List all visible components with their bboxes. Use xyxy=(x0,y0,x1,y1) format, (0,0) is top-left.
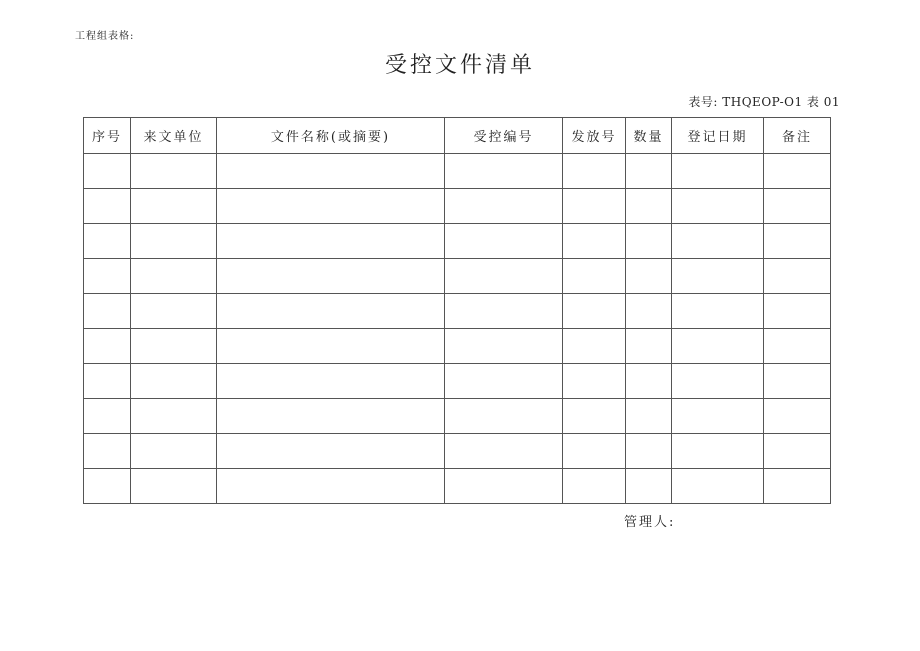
cell-serial[interactable] xyxy=(84,224,131,259)
cell-registration-date[interactable] xyxy=(672,154,764,189)
cell-source-unit[interactable] xyxy=(131,189,217,224)
table-row xyxy=(84,469,831,504)
cell-quantity[interactable] xyxy=(626,154,672,189)
table-row xyxy=(84,399,831,434)
cell-serial[interactable] xyxy=(84,154,131,189)
cell-issue-number[interactable] xyxy=(563,294,626,329)
cell-document-name[interactable] xyxy=(217,364,445,399)
form-number: 表号: THQEOP-O1 表 01 xyxy=(688,95,840,109)
cell-source-unit[interactable] xyxy=(131,224,217,259)
cell-document-name[interactable] xyxy=(217,259,445,294)
column-header-source-unit: 来文单位 xyxy=(131,118,217,154)
cell-source-unit[interactable] xyxy=(131,329,217,364)
column-header-remarks: 备注 xyxy=(764,118,831,154)
cell-control-number[interactable] xyxy=(445,259,563,294)
cell-document-name[interactable] xyxy=(217,434,445,469)
cell-remarks[interactable] xyxy=(764,259,831,294)
cell-issue-number[interactable] xyxy=(563,224,626,259)
cell-remarks[interactable] xyxy=(764,294,831,329)
cell-serial[interactable] xyxy=(84,469,131,504)
cell-issue-number[interactable] xyxy=(563,364,626,399)
cell-document-name[interactable] xyxy=(217,399,445,434)
manager-label: 管理人: xyxy=(624,515,676,530)
cell-quantity[interactable] xyxy=(626,469,672,504)
cell-remarks[interactable] xyxy=(764,364,831,399)
cell-remarks[interactable] xyxy=(764,469,831,504)
cell-serial[interactable] xyxy=(84,189,131,224)
cell-issue-number[interactable] xyxy=(563,329,626,364)
cell-control-number[interactable] xyxy=(445,154,563,189)
table-row xyxy=(84,329,831,364)
cell-quantity[interactable] xyxy=(626,364,672,399)
cell-document-name[interactable] xyxy=(217,294,445,329)
cell-source-unit[interactable] xyxy=(131,154,217,189)
cell-document-name[interactable] xyxy=(217,329,445,364)
cell-remarks[interactable] xyxy=(764,399,831,434)
cell-registration-date[interactable] xyxy=(672,399,764,434)
table-row xyxy=(84,294,831,329)
cell-serial[interactable] xyxy=(84,434,131,469)
table-body xyxy=(84,154,831,504)
cell-issue-number[interactable] xyxy=(563,259,626,294)
column-header-control-number: 受控编号 xyxy=(445,118,563,154)
cell-serial[interactable] xyxy=(84,294,131,329)
cell-registration-date[interactable] xyxy=(672,259,764,294)
header-note: 工程组表格: xyxy=(75,31,135,42)
cell-registration-date[interactable] xyxy=(672,434,764,469)
cell-control-number[interactable] xyxy=(445,434,563,469)
table-header-row xyxy=(84,118,831,154)
table-row xyxy=(84,154,831,189)
cell-quantity[interactable] xyxy=(626,259,672,294)
cell-source-unit[interactable] xyxy=(131,469,217,504)
cell-serial[interactable] xyxy=(84,329,131,364)
cell-document-name[interactable] xyxy=(217,224,445,259)
cell-control-number[interactable] xyxy=(445,469,563,504)
cell-issue-number[interactable] xyxy=(563,399,626,434)
column-header-issue-number: 发放号 xyxy=(563,118,626,154)
cell-control-number[interactable] xyxy=(445,399,563,434)
column-header-document-name: 文件名称(或摘要) xyxy=(217,118,445,154)
cell-source-unit[interactable] xyxy=(131,434,217,469)
cell-document-name[interactable] xyxy=(217,154,445,189)
cell-registration-date[interactable] xyxy=(672,364,764,399)
cell-remarks[interactable] xyxy=(764,224,831,259)
cell-serial[interactable] xyxy=(84,259,131,294)
document-title: 受控文件清单 xyxy=(384,53,535,78)
cell-quantity[interactable] xyxy=(626,224,672,259)
column-header-serial: 序号 xyxy=(84,118,131,154)
column-header-quantity: 数量 xyxy=(626,118,672,154)
register-table xyxy=(83,117,831,504)
cell-remarks[interactable] xyxy=(764,434,831,469)
cell-source-unit[interactable] xyxy=(131,364,217,399)
cell-issue-number[interactable] xyxy=(563,434,626,469)
cell-control-number[interactable] xyxy=(445,294,563,329)
cell-source-unit[interactable] xyxy=(131,294,217,329)
table-row xyxy=(84,189,831,224)
cell-document-name[interactable] xyxy=(217,469,445,504)
table-row xyxy=(84,364,831,399)
cell-document-name[interactable] xyxy=(217,189,445,224)
cell-quantity[interactable] xyxy=(626,329,672,364)
cell-control-number[interactable] xyxy=(445,189,563,224)
table-row xyxy=(84,434,831,469)
cell-registration-date[interactable] xyxy=(672,329,764,364)
cell-source-unit[interactable] xyxy=(131,259,217,294)
cell-quantity[interactable] xyxy=(626,294,672,329)
cell-registration-date[interactable] xyxy=(672,469,764,504)
cell-registration-date[interactable] xyxy=(672,189,764,224)
cell-issue-number[interactable] xyxy=(563,469,626,504)
cell-control-number[interactable] xyxy=(445,329,563,364)
table-row xyxy=(84,259,831,294)
cell-control-number[interactable] xyxy=(445,224,563,259)
cell-quantity[interactable] xyxy=(626,399,672,434)
cell-issue-number[interactable] xyxy=(563,189,626,224)
cell-remarks[interactable] xyxy=(764,189,831,224)
cell-remarks[interactable] xyxy=(764,154,831,189)
cell-registration-date[interactable] xyxy=(672,294,764,329)
cell-issue-number[interactable] xyxy=(563,154,626,189)
cell-serial[interactable] xyxy=(84,364,131,399)
column-header-registration-date: 登记日期 xyxy=(672,118,764,154)
table-row xyxy=(84,224,831,259)
cell-serial[interactable] xyxy=(84,399,131,434)
cell-quantity[interactable] xyxy=(626,189,672,224)
cell-remarks[interactable] xyxy=(764,329,831,364)
cell-registration-date[interactable] xyxy=(672,224,764,259)
cell-source-unit[interactable] xyxy=(131,399,217,434)
cell-quantity[interactable] xyxy=(626,434,672,469)
cell-control-number[interactable] xyxy=(445,364,563,399)
